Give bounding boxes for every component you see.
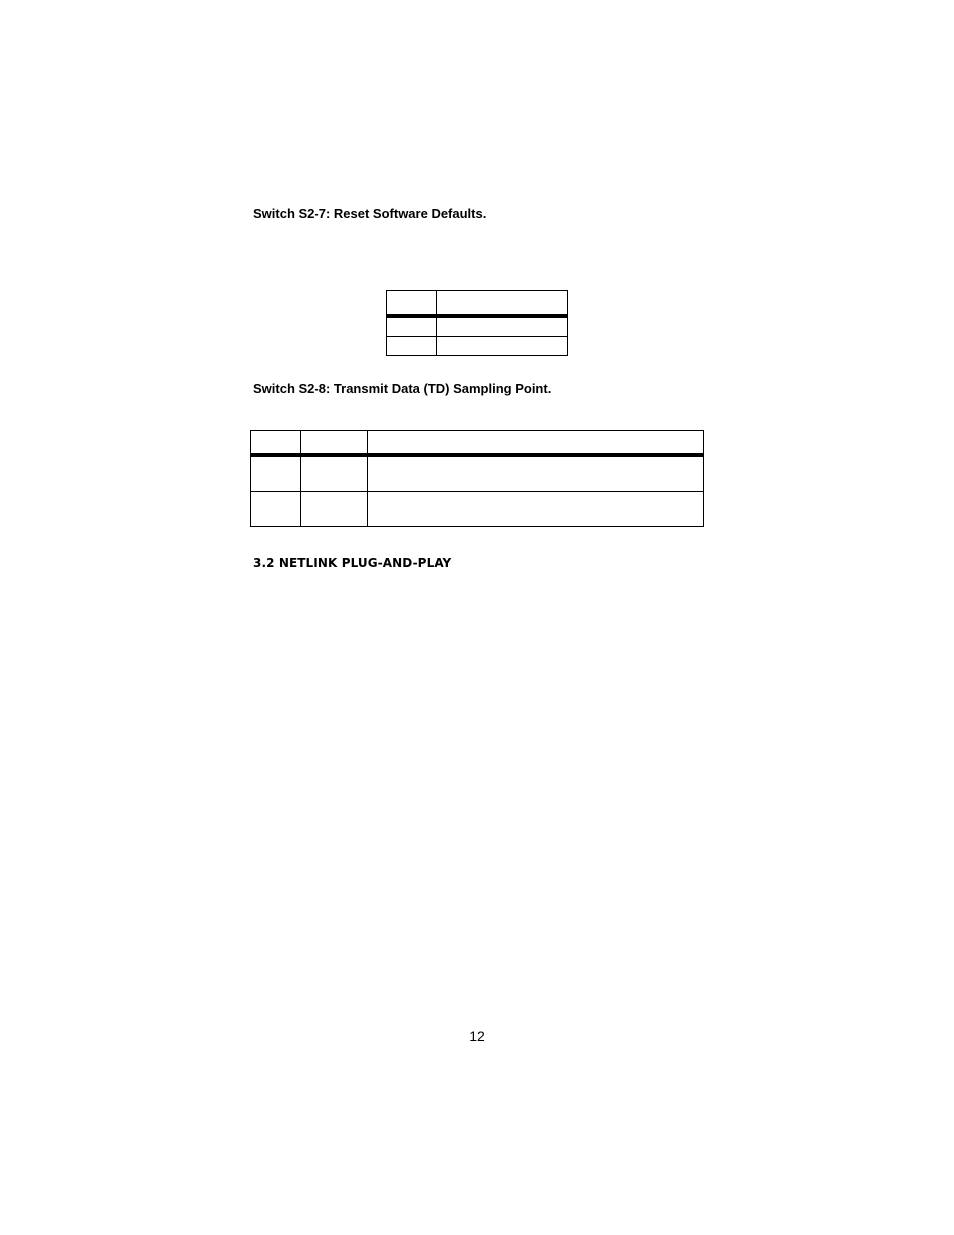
page-number: 12 [469,1028,485,1044]
switch-s2-8-heading: Switch S2-8: Transmit Data (TD) Sampling Point. [253,381,552,396]
table-cell [387,337,437,356]
switch-s2-8-table [250,430,704,527]
switch-s2-7-table [386,290,568,356]
table-cell [437,337,568,356]
switch-s2-7-heading: Switch S2-7: Reset Software Defaults. [253,206,487,221]
table-header-cell [387,291,437,317]
table-row [387,337,568,356]
table-header-row [387,291,568,317]
netlink-plug-and-play-heading: 3.2 NETLINK PLUG-AND-PLAY [253,556,452,570]
table-cell [301,492,368,527]
table-cell [301,455,368,492]
table-row [251,455,704,492]
table-cell [368,492,704,527]
table-header-cell [251,431,301,456]
table-row [251,492,704,527]
table-cell [251,492,301,527]
table-cell [368,455,704,492]
table-header-cell [437,291,568,317]
table-cell [437,316,568,337]
table-header-row [251,431,704,456]
table-row [387,316,568,337]
table-cell [251,455,301,492]
table-cell [387,316,437,337]
table-header-cell [368,431,704,456]
table-header-cell [301,431,368,456]
